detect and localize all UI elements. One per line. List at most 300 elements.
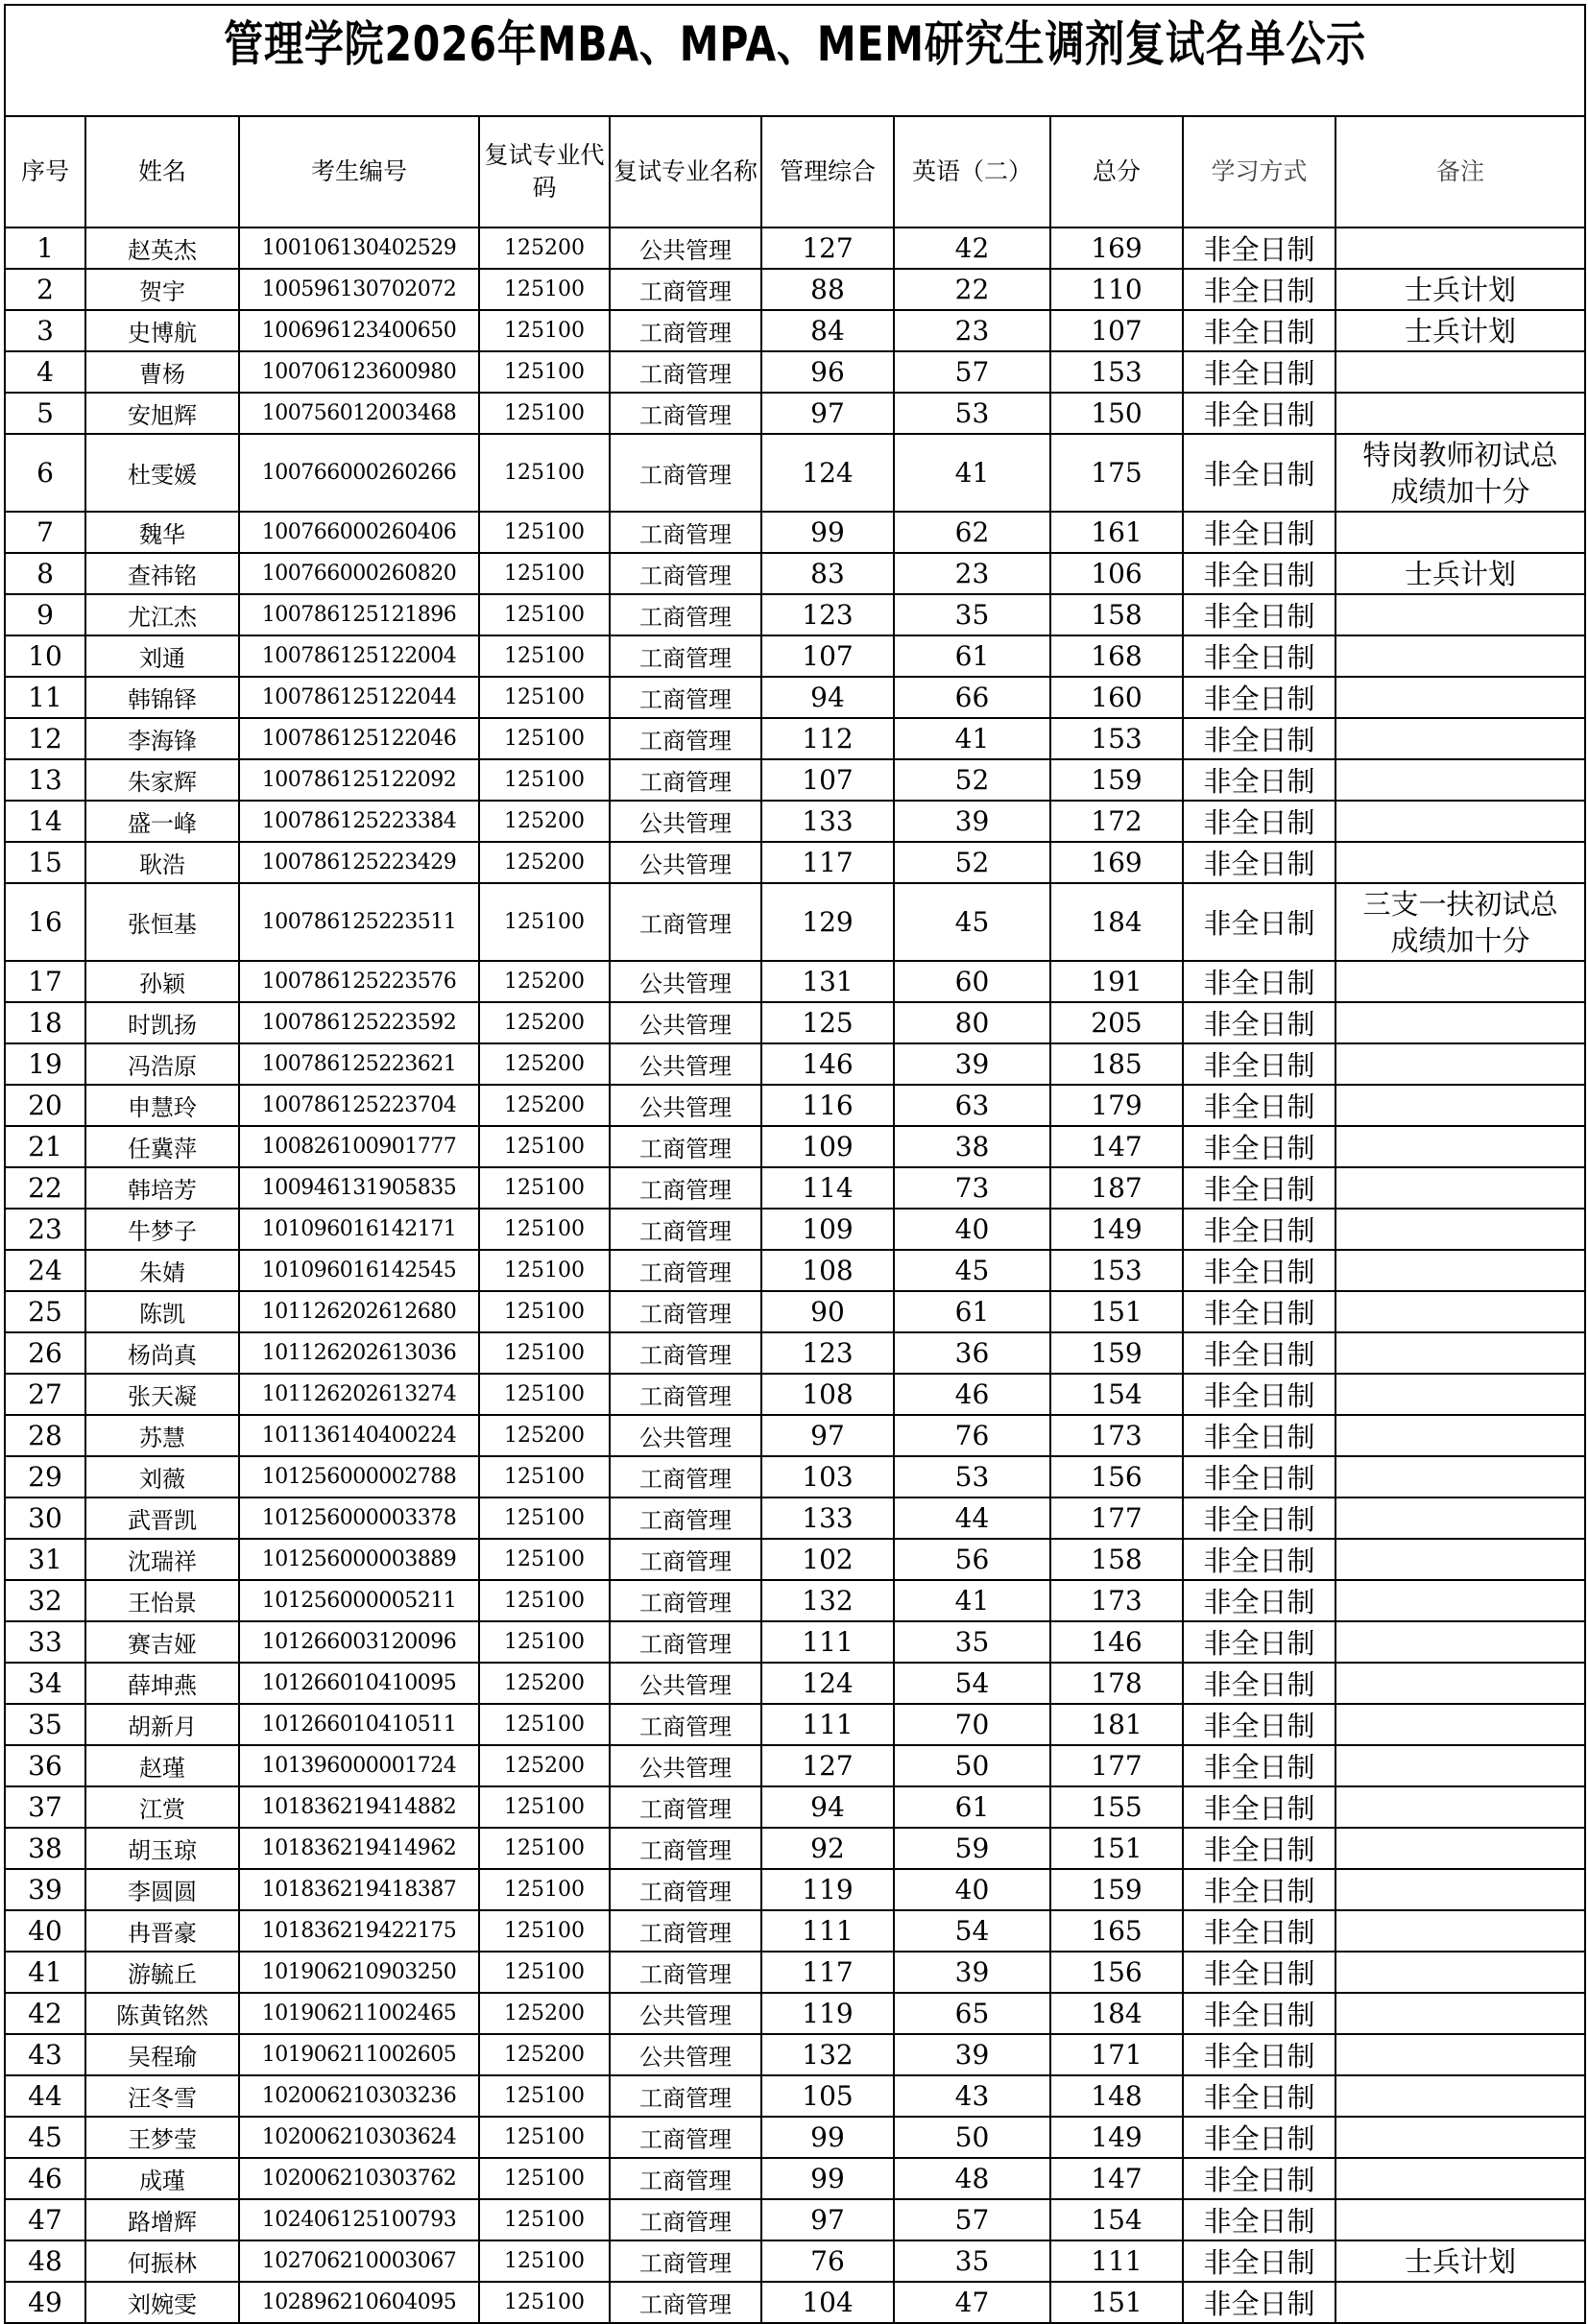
total-score: 156 [1050, 1952, 1183, 1993]
major-code: 125100 [479, 1250, 610, 1291]
candidate-name: 成瑾 [85, 2158, 239, 2199]
major-name: 工商管理 [610, 2117, 761, 2158]
row-number: 31 [5, 1539, 85, 1580]
table-row [5, 434, 1585, 512]
header-major-code: 复试专业代码 [479, 116, 610, 228]
major-name: 工商管理 [610, 434, 761, 512]
candidate-id: 101906211002605 [239, 2034, 479, 2075]
header-row [5, 116, 1585, 228]
row-number: 39 [5, 1869, 85, 1910]
english-score: 46 [894, 1374, 1050, 1415]
management-score: 146 [761, 1043, 894, 1085]
english-score: 61 [894, 1786, 1050, 1828]
remarks [1335, 801, 1585, 842]
table-row [5, 393, 1585, 434]
study-mode: 非全日制 [1183, 1497, 1335, 1539]
study-mode: 非全日制 [1183, 269, 1335, 310]
english-score: 43 [894, 2075, 1050, 2117]
major-code: 125200 [479, 842, 610, 883]
study-mode: 非全日制 [1183, 1828, 1335, 1869]
english-score: 54 [894, 1663, 1050, 1704]
table-row [5, 1745, 1585, 1786]
candidate-id: 102406125100793 [239, 2199, 479, 2240]
major-name: 公共管理 [610, 842, 761, 883]
total-score: 150 [1050, 393, 1183, 434]
major-code: 125200 [479, 1745, 610, 1786]
table-row [5, 228, 1585, 269]
english-score: 41 [894, 434, 1050, 512]
major-code: 125100 [479, 2240, 610, 2282]
candidate-name: 李海锋 [85, 718, 239, 759]
management-score: 76 [761, 2240, 894, 2282]
major-code: 125100 [479, 553, 610, 594]
major-code: 125100 [479, 883, 610, 961]
english-score: 47 [894, 2282, 1050, 2323]
header-no: 序号 [5, 116, 85, 228]
candidate-id: 100756012003468 [239, 393, 479, 434]
candidate-name: 刘通 [85, 635, 239, 677]
table-row [5, 2199, 1585, 2240]
row-number: 44 [5, 2075, 85, 2117]
row-number: 21 [5, 1126, 85, 1167]
remarks [1335, 1704, 1585, 1745]
total-score: 151 [1050, 1828, 1183, 1869]
candidate-id: 101136140400224 [239, 1415, 479, 1456]
remarks [1335, 1456, 1585, 1497]
row-number: 37 [5, 1786, 85, 1828]
major-name: 公共管理 [610, 1043, 761, 1085]
row-number: 38 [5, 1828, 85, 1869]
row-number: 27 [5, 1374, 85, 1415]
major-code: 125100 [479, 1539, 610, 1580]
major-name: 工商管理 [610, 1291, 761, 1332]
row-number: 47 [5, 2199, 85, 2240]
candidate-name: 孙颖 [85, 961, 239, 1002]
remarks [1335, 1043, 1585, 1085]
management-score: 83 [761, 553, 894, 594]
major-name: 工商管理 [610, 1497, 761, 1539]
major-code: 125200 [479, 1085, 610, 1126]
english-score: 61 [894, 635, 1050, 677]
english-score: 53 [894, 1456, 1050, 1497]
remarks [1335, 1580, 1585, 1621]
row-number: 17 [5, 961, 85, 1002]
row-number: 24 [5, 1250, 85, 1291]
table-row [5, 1291, 1585, 1332]
total-score: 155 [1050, 1786, 1183, 1828]
management-score: 129 [761, 883, 894, 961]
total-score: 111 [1050, 2240, 1183, 2282]
study-mode: 非全日制 [1183, 961, 1335, 1002]
candidate-name: 王梦莹 [85, 2117, 239, 2158]
management-score: 108 [761, 1374, 894, 1415]
study-mode: 非全日制 [1183, 718, 1335, 759]
major-code: 125100 [479, 718, 610, 759]
remarks [1335, 1167, 1585, 1209]
table-row [5, 677, 1585, 718]
candidate-id: 101906210903250 [239, 1952, 479, 1993]
total-score: 191 [1050, 961, 1183, 1002]
row-number: 6 [5, 434, 85, 512]
candidate-name: 盛一峰 [85, 801, 239, 842]
major-name: 工商管理 [610, 1250, 761, 1291]
total-score: 169 [1050, 842, 1183, 883]
study-mode: 非全日制 [1183, 1374, 1335, 1415]
table-row [5, 594, 1585, 635]
major-name: 工商管理 [610, 1621, 761, 1663]
major-name: 工商管理 [610, 1580, 761, 1621]
major-name: 工商管理 [610, 759, 761, 801]
major-code: 125100 [479, 1497, 610, 1539]
english-score: 52 [894, 759, 1050, 801]
remarks [1335, 1250, 1585, 1291]
major-code: 125200 [479, 1663, 610, 1704]
english-score: 56 [894, 1539, 1050, 1580]
study-mode: 非全日制 [1183, 1415, 1335, 1456]
major-code: 125200 [479, 961, 610, 1002]
management-score: 94 [761, 1786, 894, 1828]
total-score: 153 [1050, 718, 1183, 759]
total-score: 187 [1050, 1167, 1183, 1209]
total-score: 169 [1050, 228, 1183, 269]
remarks [1335, 1663, 1585, 1704]
candidate-name: 韩培芳 [85, 1167, 239, 1209]
major-name: 工商管理 [610, 269, 761, 310]
table-row [5, 1415, 1585, 1456]
candidate-name: 时凯扬 [85, 1002, 239, 1043]
table-row [5, 718, 1585, 759]
row-number: 32 [5, 1580, 85, 1621]
major-name: 公共管理 [610, 1745, 761, 1786]
candidate-name: 何振林 [85, 2240, 239, 2282]
total-score: 179 [1050, 1085, 1183, 1126]
candidate-name: 李圆圆 [85, 1869, 239, 1910]
study-mode: 非全日制 [1183, 1126, 1335, 1167]
total-score: 175 [1050, 434, 1183, 512]
row-number: 45 [5, 2117, 85, 2158]
study-mode: 非全日制 [1183, 801, 1335, 842]
table-row [5, 351, 1585, 393]
row-number: 14 [5, 801, 85, 842]
management-score: 111 [761, 1621, 894, 1663]
major-name: 公共管理 [610, 961, 761, 1002]
table-row [5, 2117, 1585, 2158]
study-mode: 非全日制 [1183, 1332, 1335, 1374]
english-score: 70 [894, 1704, 1050, 1745]
study-mode: 非全日制 [1183, 2158, 1335, 2199]
candidate-name: 汪冬雪 [85, 2075, 239, 2117]
study-mode: 非全日制 [1183, 553, 1335, 594]
major-name: 工商管理 [610, 718, 761, 759]
english-score: 59 [894, 1828, 1050, 1869]
total-score: 110 [1050, 269, 1183, 310]
management-score: 105 [761, 2075, 894, 2117]
candidate-name: 贺宇 [85, 269, 239, 310]
major-name: 工商管理 [610, 1910, 761, 1952]
study-mode: 非全日制 [1183, 2034, 1335, 2075]
remarks [1335, 842, 1585, 883]
management-score: 116 [761, 1085, 894, 1126]
table-row [5, 842, 1585, 883]
english-score: 45 [894, 883, 1050, 961]
table-row [5, 961, 1585, 1002]
study-mode: 非全日制 [1183, 228, 1335, 269]
table-row [5, 801, 1585, 842]
english-score: 65 [894, 1993, 1050, 2034]
candidate-id: 100766000260266 [239, 434, 479, 512]
management-score: 114 [761, 1167, 894, 1209]
management-score: 99 [761, 512, 894, 553]
total-score: 177 [1050, 1497, 1183, 1539]
table-row [5, 2240, 1585, 2282]
candidate-id: 102706210003067 [239, 2240, 479, 2282]
row-number: 35 [5, 1704, 85, 1745]
candidate-id: 100786125223704 [239, 1085, 479, 1126]
english-score: 63 [894, 1085, 1050, 1126]
candidate-id: 100786125121896 [239, 594, 479, 635]
candidate-name: 王怡景 [85, 1580, 239, 1621]
total-score: 148 [1050, 2075, 1183, 2117]
candidate-id: 100766000260820 [239, 553, 479, 594]
major-code: 125100 [479, 1786, 610, 1828]
table-row [5, 553, 1585, 594]
major-name: 工商管理 [610, 512, 761, 553]
major-code: 125100 [479, 1910, 610, 1952]
total-score: 154 [1050, 1374, 1183, 1415]
english-score: 39 [894, 2034, 1050, 2075]
study-mode: 非全日制 [1183, 2075, 1335, 2117]
major-code: 125100 [479, 2282, 610, 2323]
candidate-id: 101266010410095 [239, 1663, 479, 1704]
candidate-id: 100786125223429 [239, 842, 479, 883]
candidate-name: 吴程瑜 [85, 2034, 239, 2075]
candidate-id: 101836219418387 [239, 1869, 479, 1910]
study-mode: 非全日制 [1183, 1250, 1335, 1291]
study-mode: 非全日制 [1183, 1209, 1335, 1250]
candidate-name: 安旭辉 [85, 393, 239, 434]
major-code: 125100 [479, 594, 610, 635]
total-score: 181 [1050, 1704, 1183, 1745]
row-number: 1 [5, 228, 85, 269]
total-score: 160 [1050, 677, 1183, 718]
total-score: 171 [1050, 2034, 1183, 2075]
table-row [5, 2158, 1585, 2199]
remarks [1335, 961, 1585, 1002]
major-code: 125200 [479, 1415, 610, 1456]
management-score: 104 [761, 2282, 894, 2323]
row-number: 7 [5, 512, 85, 553]
major-code: 125200 [479, 228, 610, 269]
major-name: 工商管理 [610, 553, 761, 594]
remarks [1335, 1332, 1585, 1374]
total-score: 149 [1050, 1209, 1183, 1250]
table-row [5, 1043, 1585, 1085]
candidate-name: 牛梦子 [85, 1209, 239, 1250]
study-mode: 非全日制 [1183, 635, 1335, 677]
major-code: 125100 [479, 1828, 610, 1869]
remarks: 士兵计划 [1335, 2240, 1585, 2282]
major-code: 125100 [479, 759, 610, 801]
remarks [1335, 1952, 1585, 1993]
remarks [1335, 1126, 1585, 1167]
table-row [5, 310, 1585, 351]
management-score: 102 [761, 1539, 894, 1580]
candidate-id: 100696123400650 [239, 310, 479, 351]
major-code: 125200 [479, 1993, 610, 2034]
candidate-id: 101266003120096 [239, 1621, 479, 1663]
table-row [5, 1910, 1585, 1952]
management-score: 107 [761, 635, 894, 677]
header-remarks: 备注 [1335, 116, 1585, 228]
total-score: 147 [1050, 2158, 1183, 2199]
management-score: 96 [761, 351, 894, 393]
english-score: 23 [894, 310, 1050, 351]
header-candidate-id: 考生编号 [239, 116, 479, 228]
remarks [1335, 1085, 1585, 1126]
total-score: 156 [1050, 1456, 1183, 1497]
remarks [1335, 1209, 1585, 1250]
study-mode: 非全日制 [1183, 351, 1335, 393]
total-score: 149 [1050, 2117, 1183, 2158]
management-score: 127 [761, 228, 894, 269]
row-number: 10 [5, 635, 85, 677]
remarks [1335, 759, 1585, 801]
major-code: 125100 [479, 1126, 610, 1167]
candidate-name: 刘婉雯 [85, 2282, 239, 2323]
remarks [1335, 1621, 1585, 1663]
management-score: 99 [761, 2158, 894, 2199]
major-name: 工商管理 [610, 1952, 761, 1993]
study-mode: 非全日制 [1183, 1167, 1335, 1209]
row-number: 43 [5, 2034, 85, 2075]
remarks [1335, 1291, 1585, 1332]
candidate-id: 102006210303624 [239, 2117, 479, 2158]
table-row [5, 1580, 1585, 1621]
study-mode: 非全日制 [1183, 1002, 1335, 1043]
total-score: 158 [1050, 1539, 1183, 1580]
major-name: 工商管理 [610, 1167, 761, 1209]
page-title-cell [5, 5, 1585, 116]
candidate-name: 胡新月 [85, 1704, 239, 1745]
row-number: 36 [5, 1745, 85, 1786]
management-score: 117 [761, 842, 894, 883]
major-code: 125100 [479, 1167, 610, 1209]
major-name: 工商管理 [610, 2158, 761, 2199]
header-management: 管理综合 [761, 116, 894, 228]
english-score: 76 [894, 1415, 1050, 1456]
candidate-id: 101256000003889 [239, 1539, 479, 1580]
study-mode: 非全日制 [1183, 393, 1335, 434]
candidate-id: 101256000003378 [239, 1497, 479, 1539]
row-number: 33 [5, 1621, 85, 1663]
candidate-id: 101096016142545 [239, 1250, 479, 1291]
candidate-id: 100786125122046 [239, 718, 479, 759]
candidate-id: 100786125223511 [239, 883, 479, 961]
major-code: 125200 [479, 801, 610, 842]
english-score: 35 [894, 594, 1050, 635]
management-score: 99 [761, 2117, 894, 2158]
study-mode: 非全日制 [1183, 1869, 1335, 1910]
major-name: 公共管理 [610, 1002, 761, 1043]
table-row [5, 1704, 1585, 1745]
total-score: 153 [1050, 351, 1183, 393]
management-score: 125 [761, 1002, 894, 1043]
study-mode: 非全日制 [1183, 883, 1335, 961]
table-row [5, 1869, 1585, 1910]
management-score: 109 [761, 1209, 894, 1250]
major-name: 工商管理 [610, 1786, 761, 1828]
major-name: 工商管理 [610, 2199, 761, 2240]
study-mode: 非全日制 [1183, 1663, 1335, 1704]
study-mode: 非全日制 [1183, 1291, 1335, 1332]
major-code: 125100 [479, 1456, 610, 1497]
candidate-id: 101836219414882 [239, 1786, 479, 1828]
remarks [1335, 2158, 1585, 2199]
remarks [1335, 512, 1585, 553]
total-score: 185 [1050, 1043, 1183, 1085]
management-score: 111 [761, 1910, 894, 1952]
english-score: 66 [894, 677, 1050, 718]
major-code: 125200 [479, 1002, 610, 1043]
row-number: 34 [5, 1663, 85, 1704]
remarks: 三支一扶初试总 成绩加十分 [1335, 883, 1585, 961]
table-row [5, 269, 1585, 310]
english-score: 40 [894, 1209, 1050, 1250]
row-number: 23 [5, 1209, 85, 1250]
table-row [5, 635, 1585, 677]
total-score: 158 [1050, 594, 1183, 635]
table-row [5, 2034, 1585, 2075]
remarks [1335, 1539, 1585, 1580]
major-code: 125100 [479, 1291, 610, 1332]
management-score: 132 [761, 1580, 894, 1621]
management-score: 90 [761, 1291, 894, 1332]
candidate-name: 陈黄铭然 [85, 1993, 239, 2034]
candidate-id: 101256000005211 [239, 1580, 479, 1621]
english-score: 41 [894, 718, 1050, 759]
major-code: 125100 [479, 351, 610, 393]
major-code: 125100 [479, 310, 610, 351]
major-name: 公共管理 [610, 228, 761, 269]
candidate-name: 沈瑞祥 [85, 1539, 239, 1580]
study-mode: 非全日制 [1183, 1952, 1335, 1993]
remarks: 士兵计划 [1335, 553, 1585, 594]
major-code: 125100 [479, 2199, 610, 2240]
candidate-name: 耿浩 [85, 842, 239, 883]
english-score: 35 [894, 2240, 1050, 2282]
total-score: 161 [1050, 512, 1183, 553]
major-name: 公共管理 [610, 801, 761, 842]
row-number: 25 [5, 1291, 85, 1332]
row-number: 29 [5, 1456, 85, 1497]
candidate-id: 100786125223592 [239, 1002, 479, 1043]
major-name: 工商管理 [610, 1332, 761, 1374]
study-mode: 非全日制 [1183, 2199, 1335, 2240]
remarks [1335, 2117, 1585, 2158]
study-mode: 非全日制 [1183, 759, 1335, 801]
major-name: 工商管理 [610, 351, 761, 393]
candidate-name: 朱家辉 [85, 759, 239, 801]
row-number: 15 [5, 842, 85, 883]
major-name: 工商管理 [610, 1126, 761, 1167]
english-score: 50 [894, 2117, 1050, 2158]
english-score: 61 [894, 1291, 1050, 1332]
candidate-name: 史博航 [85, 310, 239, 351]
candidate-id: 101126202613036 [239, 1332, 479, 1374]
candidate-id: 102896210604095 [239, 2282, 479, 2323]
english-score: 36 [894, 1332, 1050, 1374]
row-number: 22 [5, 1167, 85, 1209]
